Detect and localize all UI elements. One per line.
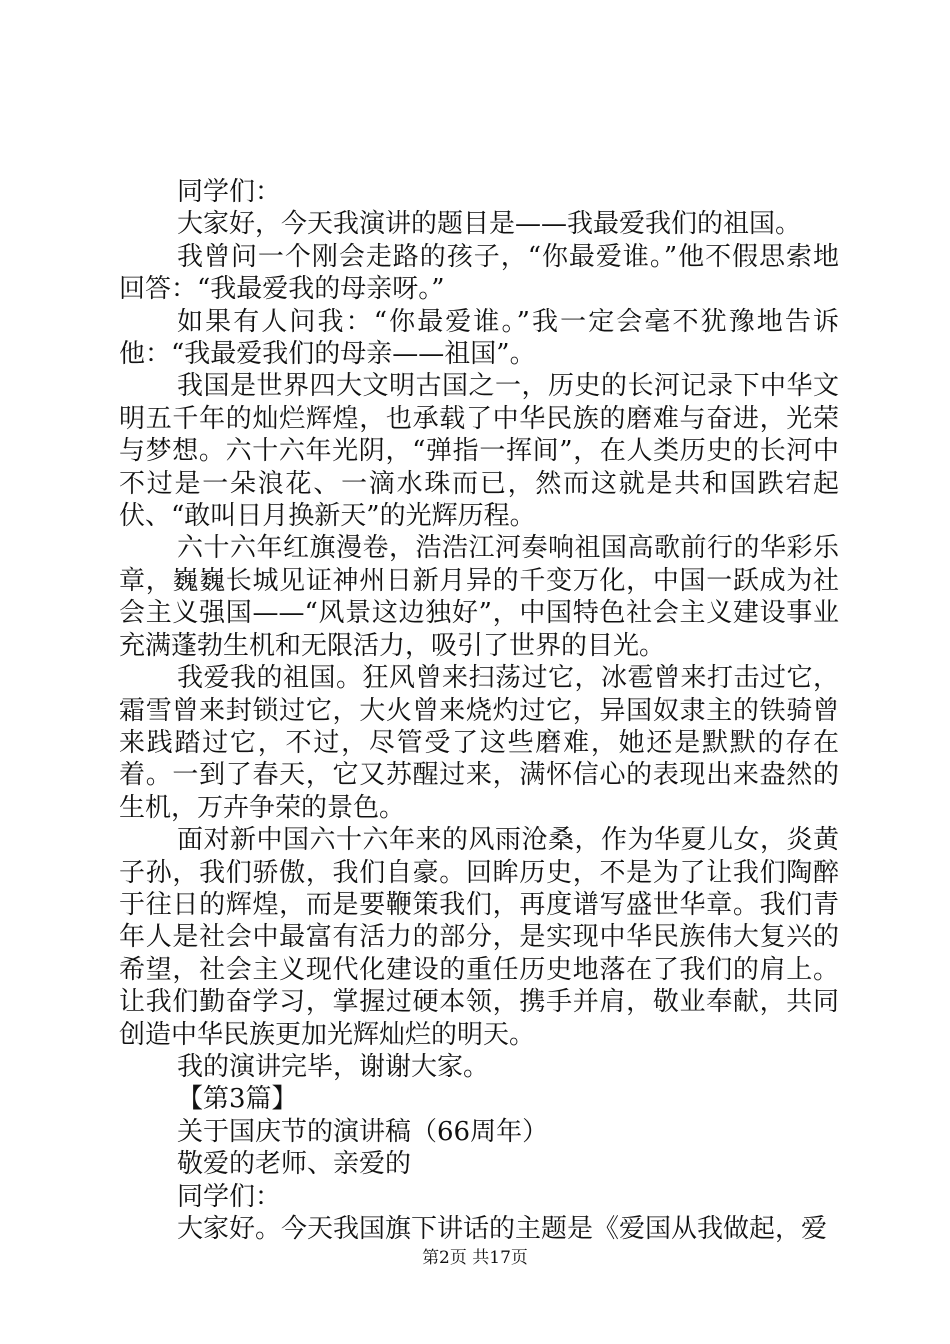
document-body — [119, 176, 839, 1245]
paragraph-red-flag: 六十六年红旗漫卷，浩浩江河奏响祖国高歌前行的华彩乐章，巍巍长城见证神州日新月异的千变万化，中国一跃成为社会主义强国——“风景这边独好”，中国特色社会主义建设事业充满蓬勃生机和无限活力，吸引了世界的目光。 — [119, 533, 839, 661]
paragraph-greeting: 同学们： — [177, 177, 282, 207]
paragraph-closing: 我的演讲完毕，谢谢大家。 — [177, 1051, 490, 1082]
paragraph-history: 我国是世界四大文明古国之一，历史的长河记录下中华文明五千年的灿烂辉煌，也承载了中华民族的磨难与奋进，光荣与梦想。六十六年光阴，“弹指一挥间”，在人类历史的长河中不过是一朵浪花、一滴水珠而已，然而这就是共和国跌宕起伏、“敢叫日月换新天”的光辉历程。 — [119, 371, 839, 532]
paragraph-love-country: 我爱我的祖国。狂风曾来扫荡过它，冰雹曾来打击过它，霜雪曾来封锁过它，大火曾来烧灼过它，异国奴隶主的铁骑曾来践踏过它，不过，尽管受了这些磨难，她还是默默的存在着。一到了春天，它又苏醒过来，满怀信心的表现出来盎然的生机，万卉争荣的景色。 — [119, 663, 839, 823]
section-title: 关于国庆节的演讲稿（66周年） — [177, 1116, 549, 1147]
page-number-footer: 第2页 共17页 — [422, 1248, 528, 1268]
salutation-students: 同学们： — [177, 1181, 282, 1212]
salutation-teachers: 敬爱的老师、亲爱的 — [177, 1149, 412, 1180]
paragraph-speech-topic: 大家好。今天我国旗下讲话的主题是《爱国从我做起，爱 — [177, 1214, 828, 1244]
paragraph-child-question: 我曾问一个刚会走路的孩子，“你最爱谁。”他不假思索地回答：“我最爱我的母亲呀。” — [119, 241, 839, 305]
paragraph-my-answer: 如果有人问我：“你最爱谁。”我一定会毫不犹豫地告诉他：“我最爱我们的母亲——祖国”。 — [119, 306, 839, 370]
paragraph-intro: 大家好，今天我演讲的题目是——我最爱我们的祖国。 — [177, 209, 802, 240]
paragraph-youth: 面对新中国六十六年来的风雨沧桑，作为华夏儿女，炎黄子孙，我们骄傲，我们自豪。回眸历史，不是为了让我们陶醉于往日的辉煌，而是要鞭策我们，再度谱写盛世华章。我们青年人是社会中最富有活力的部分，是实现中华民族伟大复兴的希望，社会主义现代化建设的重任历史地落在了我们的肩上。让我们勤奋学习，掌握过硬本领，携手并肩，敬业奉献，共同创造中华民族更加光辉灿烂的明天。 — [119, 825, 839, 1050]
section-marker: 【第3篇】 — [177, 1084, 298, 1115]
